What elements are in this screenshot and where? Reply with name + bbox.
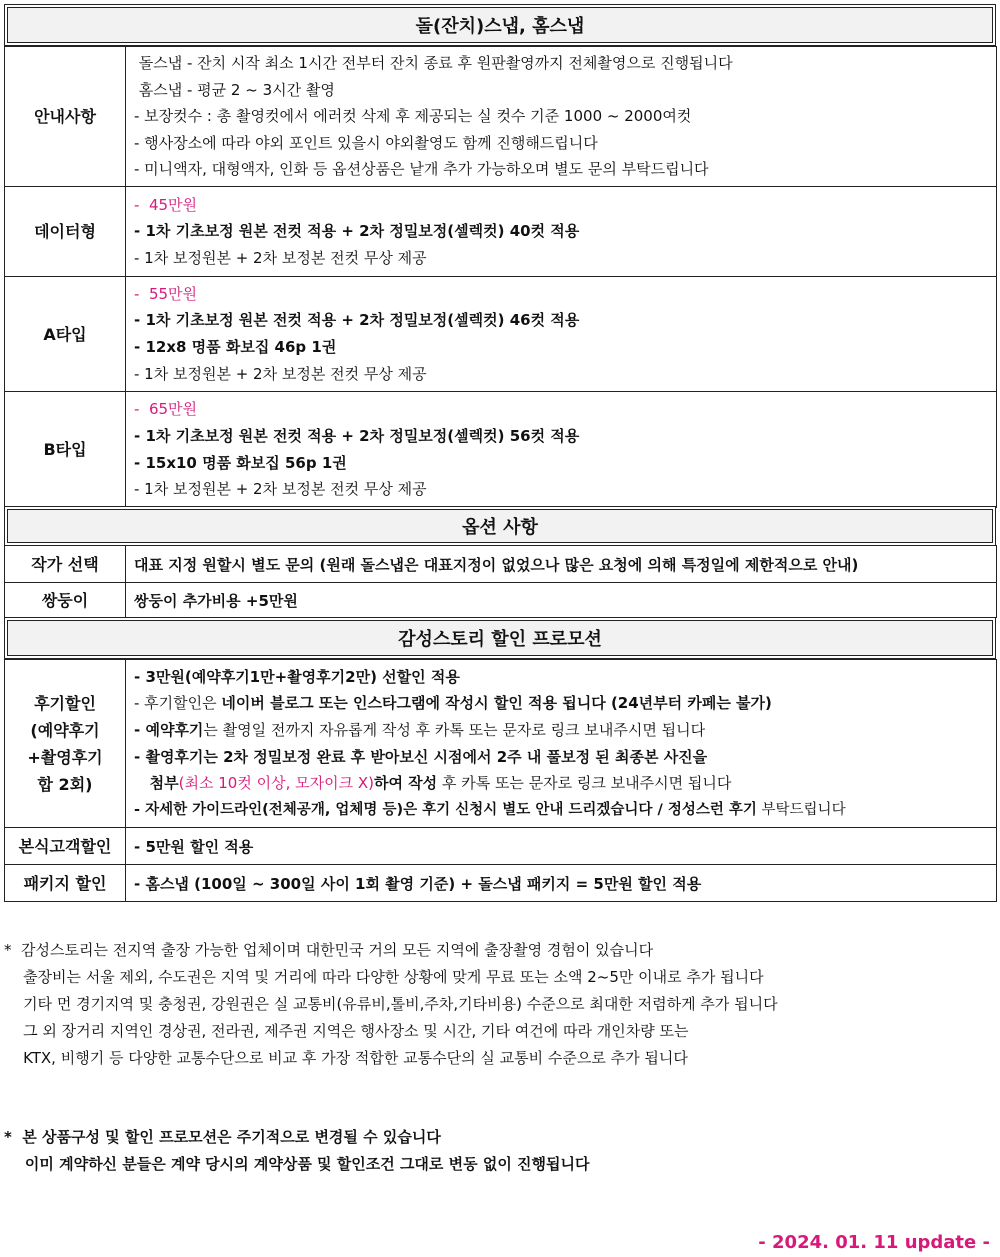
data-type-content bbox=[126, 187, 997, 277]
review-text-bold: - 자세한 가이드라인(전체공개, 업체명 등)은 후기 신청시 별도 안내 드리겠습니다 / 정성스런 후기 bbox=[134, 801, 757, 818]
option-label: 작가 선택 bbox=[5, 546, 126, 583]
note-line: * 본 상품구성 및 할인 프로모션은 주기적으로 변경될 수 있습니다 bbox=[4, 1128, 441, 1146]
option-row bbox=[5, 546, 997, 583]
option-text: 쌍둥이 추가비용 +5만원 bbox=[126, 583, 997, 618]
review-label-line: (예약후기 bbox=[30, 720, 100, 740]
data-type-label: 데이터형 bbox=[5, 187, 126, 277]
option-label: 쌍둥이 bbox=[5, 583, 126, 618]
review-text: 는 촬영일 전까지 자유롭게 작성 후 카톡 또는 문자로 링크 보내주시면 됩니다 bbox=[203, 720, 706, 739]
option-row bbox=[5, 583, 997, 618]
info-line: 홈스냅 - 평균 2 ~ 3시간 촬영 bbox=[134, 80, 335, 99]
review-content bbox=[126, 660, 997, 828]
package-discount-label: 패키지 할인 bbox=[5, 865, 126, 902]
review-label-line: 합 2회) bbox=[37, 774, 93, 794]
info-label: 안내사항 bbox=[5, 47, 126, 187]
feature-line: - 1차 기초보정 원본 전컷 적용 + 2차 정밀보정(셀렉컷) 40컷 적용 bbox=[134, 222, 580, 241]
promo-header-title: 감성스토리 할인 프로모션 bbox=[7, 620, 993, 656]
review-text-bold: 첨부 bbox=[134, 774, 179, 793]
review-line bbox=[134, 797, 988, 824]
data-type-row bbox=[5, 187, 997, 277]
b-type-content bbox=[126, 392, 997, 508]
review-text-bold: 네이버 블로그 또는 인스타그램에 작성시 할인 적용 됩니다 (24년부터 카페는 불가) bbox=[221, 694, 772, 713]
review-text-bold: 하여 작성 bbox=[373, 774, 438, 793]
info-content bbox=[126, 47, 997, 187]
note-line: KTX, 비행기 등 다양한 교통수단으로 비교 후 가장 적합한 교통수단의 실 교통비 수준으로 추가 됩니다 bbox=[4, 1049, 688, 1067]
main-customer-label: 본식고객할인 bbox=[5, 828, 126, 865]
main-header-title: 돌(잔치)스냅, 홈스냅 bbox=[7, 7, 993, 43]
change-notes bbox=[4, 1124, 994, 1178]
option-text: 대표 지정 원할시 별도 문의 (원래 돌스냅은 대표지정이 없었으나 많은 요청에 의해 특정일에 제한적으로 안내) bbox=[126, 546, 997, 583]
package-discount-text: - 홈스냅 (100일 ~ 300일 사이 1회 촬영 기준) + 돌스냅 패키지 = 5만원 할인 적용 bbox=[126, 865, 997, 902]
promo-table bbox=[4, 659, 997, 902]
a-type-label: A타입 bbox=[5, 277, 126, 392]
feature-line: - 15x10 명품 화보집 56p 1권 bbox=[134, 453, 347, 472]
review-text: 후 카톡 또는 문자로 링크 보내주시면 됩니다 bbox=[437, 774, 732, 793]
price: - 45만원 bbox=[134, 195, 198, 214]
review-label-line: +촬영후기 bbox=[27, 747, 103, 767]
feature-line: - 1차 보정원본 + 2차 보정본 전컷 무상 제공 bbox=[134, 480, 427, 499]
note-line: 기타 먼 경기지역 및 충청권, 강원권은 실 교통비(유류비,톨비,주차,기타비용) 수준으로 최대한 저렴하게 추가 됩니다 bbox=[4, 995, 778, 1013]
options-header bbox=[4, 506, 996, 546]
info-line: - 행사장소에 따라 야외 포인트 있을시 야외촬영도 함께 진행해드립니다 bbox=[134, 133, 598, 152]
info-row bbox=[5, 47, 997, 187]
main-customer-row bbox=[5, 828, 997, 865]
review-text: 부탁드립니다 bbox=[756, 801, 846, 818]
review-label bbox=[5, 660, 126, 828]
update-date: - 2024. 01. 11 update - bbox=[758, 1232, 990, 1253]
review-row bbox=[5, 660, 997, 828]
travel-notes bbox=[4, 937, 994, 1072]
note-line: 이미 계약하신 분들은 계약 당시의 계약상품 및 할인조건 그대로 변동 없이 진행됩니다 bbox=[4, 1155, 590, 1173]
feature-line: - 1차 보정원본 + 2차 보정본 전컷 무상 제공 bbox=[134, 248, 427, 267]
main-customer-text: - 5만원 할인 적용 bbox=[126, 828, 997, 865]
price: - 55만원 bbox=[134, 284, 198, 303]
b-type-label: B타입 bbox=[5, 392, 126, 508]
review-line bbox=[134, 690, 988, 717]
feature-line: - 12x8 명품 화보집 46p 1권 bbox=[134, 338, 337, 356]
main-header bbox=[4, 4, 996, 46]
review-text-highlight: (최소 10컷 이상, 모자이크 X) bbox=[178, 774, 374, 793]
b-type-row bbox=[5, 392, 997, 508]
note-line: 출장비는 서울 제외, 수도권은 지역 및 거리에 따라 다양한 상황에 맞게 무료 또는 소액 2~5만 이내로 추가 됩니다 bbox=[4, 968, 764, 986]
price: - 65만원 bbox=[134, 400, 198, 419]
info-line: - 미니액자, 대형액자, 인화 등 옵션상품은 낱개 추가 가능하오며 별도 문의 부탁드립니다 bbox=[134, 160, 709, 179]
note-line: * 감성스토리는 전지역 출장 가능한 업체이며 대한민국 거의 모든 지역에 출장촬영 경험이 있습니다 bbox=[4, 941, 654, 959]
note-line: 그 외 장거리 지역인 경상권, 전라권, 제주권 지역은 행사장소 및 시간, 기타 여건에 따라 개인차량 또는 bbox=[4, 1022, 689, 1040]
review-label-line: 후기할인 bbox=[34, 693, 96, 713]
a-type-content bbox=[126, 277, 997, 392]
feature-line: - 1차 기초보정 원본 전컷 적용 + 2차 정밀보정(셀렉컷) 56컷 적용 bbox=[134, 426, 580, 445]
info-line: - 보장컷수 : 총 촬영컷에서 에러컷 삭제 후 제공되는 실 컷수 기준 1000 ~ 2000여컷 bbox=[134, 107, 692, 126]
options-header-title: 옵션 사항 bbox=[7, 509, 993, 543]
options-table bbox=[4, 545, 997, 618]
a-type-row bbox=[5, 277, 997, 392]
info-line: 돌스냅 - 잔치 시작 최소 1시간 전부터 잔치 종료 후 원판촬영까지 전체촬영으로 진행됩니다 bbox=[134, 54, 733, 73]
promo-header bbox=[4, 617, 996, 659]
package-table bbox=[4, 46, 997, 508]
review-line: - 촬영후기는 2차 정밀보정 완료 후 받아보신 시점에서 2주 내 풀보정 된 최종본 사진을 bbox=[134, 747, 708, 766]
feature-line: - 1차 기초보정 원본 전컷 적용 + 2차 정밀보정(셀렉컷) 46컷 적용 bbox=[134, 311, 580, 330]
review-text: - 후기할인은 bbox=[134, 694, 222, 713]
review-line bbox=[134, 770, 988, 797]
review-text-bold: - 예약후기 bbox=[134, 720, 204, 739]
feature-line: - 1차 보정원본 + 2차 보정본 전컷 무상 제공 bbox=[134, 364, 427, 383]
review-line: - 3만원(예약후기1만+촬영후기2만) 선할인 적용 bbox=[134, 667, 460, 686]
review-line bbox=[134, 717, 988, 744]
package-discount-row bbox=[5, 865, 997, 902]
